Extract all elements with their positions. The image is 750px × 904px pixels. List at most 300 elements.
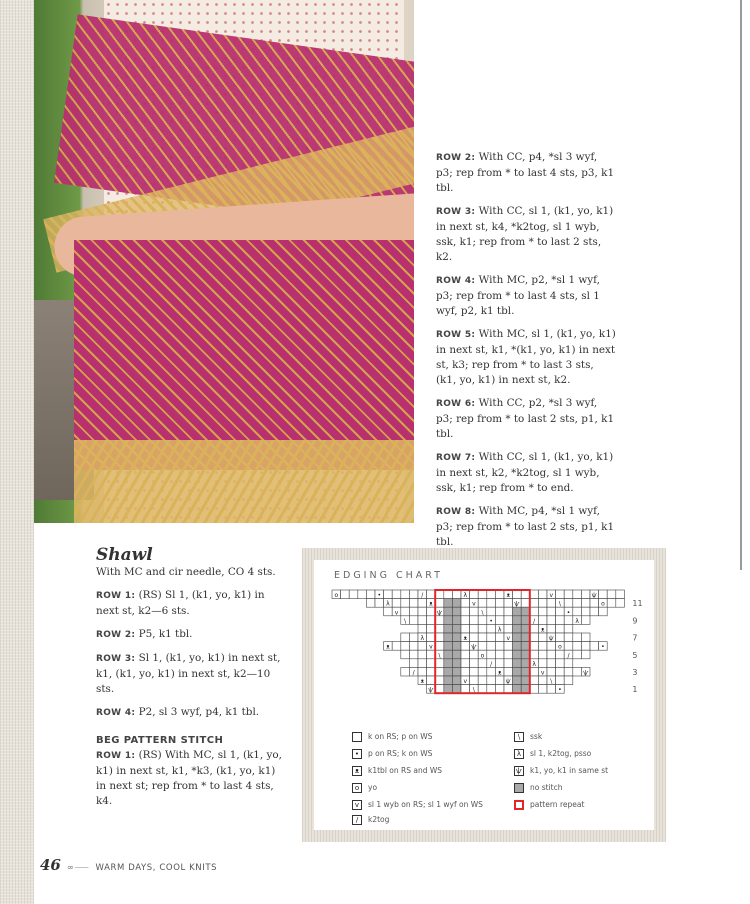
chart-cell: [521, 607, 530, 616]
chart-cell: [452, 685, 461, 694]
chart-cell: [495, 659, 504, 668]
chart-cell: [573, 650, 582, 659]
chart-cell: [564, 667, 573, 676]
chart-cell: [478, 590, 487, 599]
photo-lace-edge-bottom: [74, 440, 414, 523]
chart-symbol: \: [472, 686, 475, 694]
chart-cell: [521, 590, 530, 599]
section-heading: Shawl: [96, 545, 153, 565]
chart-symbol: o: [558, 643, 562, 651]
chart-cell: [538, 590, 547, 599]
chart-cell: [418, 642, 427, 651]
chart-cell: [547, 599, 556, 608]
chart-cell: [487, 590, 496, 599]
chart-cell: [513, 667, 522, 676]
chart-cell: [564, 659, 573, 668]
legend-swatch: ᴥ: [352, 766, 362, 776]
chart-symbol: \: [438, 652, 441, 660]
repeat-swatch: [514, 800, 524, 810]
legend-swatch: ѱ: [515, 767, 523, 775]
instruction-row: ROW 4: With MC, p2, *sl 1 wyf, p3; rep from * to last 4 sts, sl 1 wyf, p2, k1 tbl.: [436, 274, 600, 317]
chart-title: EDGING CHART: [334, 570, 443, 581]
chart-cell: [435, 599, 444, 608]
chart-cell: [401, 650, 410, 659]
chart-cell: [461, 650, 470, 659]
chart-symbol: •: [566, 609, 571, 617]
chart-cell: [366, 590, 375, 599]
instruction-row: ROW 3: Sl 1, (k1, yo, k1) in next st, k1, (k1, yo, k1) in next st, k2—10 sts.: [96, 652, 281, 695]
chart-cell: [435, 633, 444, 642]
chart-symbol: ᴥ: [540, 626, 545, 634]
chart-cell: [401, 607, 410, 616]
instruction-row: ROW 5: With MC, sl 1, (k1, yo, k1) in next st, k1, *(k1, yo, k1) in next st, k3; rep from * to last 3 sts, (k1, yo, k1) in next st, k2.: [436, 328, 616, 386]
chart-cell: [478, 667, 487, 676]
chart-symbol: ѱ: [428, 686, 434, 694]
legend-swatch: /: [352, 815, 362, 825]
chart-cell: [564, 624, 573, 633]
chart-cell: [487, 599, 496, 608]
chart-cell: [556, 659, 565, 668]
chart-cell: [461, 599, 470, 608]
chart-cell: [590, 642, 599, 651]
row-number: 1: [632, 685, 638, 695]
chart-cell: [418, 659, 427, 668]
chart-cell: [401, 667, 410, 676]
chart-cell: [444, 659, 453, 668]
chart-cell: [452, 642, 461, 651]
chart-symbol: ѱ: [548, 635, 554, 643]
chart-symbol: v: [463, 678, 468, 686]
chart-symbol: ѱ: [514, 600, 520, 608]
chart-cell: [470, 624, 479, 633]
chart-cell: [401, 590, 410, 599]
chart-cell: [564, 616, 573, 625]
chart-cell: [547, 642, 556, 651]
chart-symbol: /: [490, 660, 493, 668]
no-stitch-swatch: [514, 783, 524, 793]
chart-cell: [487, 685, 496, 694]
instruction-row: ROW 1: (RS) Sl 1, (k1, yo, k1) in next st, k2—6 sts.: [96, 589, 265, 617]
chart-cell: [504, 599, 513, 608]
chart-symbol: λ: [386, 600, 390, 608]
chart-symbol: v: [394, 609, 399, 617]
edging-chart: EDGING CHART o • / λ ᴥ v ѱ λ ᴥ v ѱ \ o v ѱ \ • \ • / λ λ ᴥ λ ᴥ v ѱ ᴥ v ѱ o • \ o / / λ / ᴥ v ѱ ᴥ v ѱ \ ѱ \ • 11 9 7 5 3 1 k on RS; p on WS • p on RS; k on WS ᴥ k1tbl on RS and WS o yo v sl 1 wyb on RS; sl 1 wyf on WS / k2tog \ ssk λ sl 1, k2tog, psso ѱ k1, yo, k1 in same st no stitch pattern repeat: [314, 560, 654, 830]
chart-cell: [470, 590, 479, 599]
chart-cell: [409, 616, 418, 625]
chart-cell: [444, 624, 453, 633]
chart-cell: [461, 659, 470, 668]
chart-cell: [418, 599, 427, 608]
subheading: BEG PATTERN STITCH: [96, 735, 224, 746]
chart-cell: [538, 659, 547, 668]
right-column-instructions: [436, 150, 616, 596]
chart-cell: [444, 667, 453, 676]
chart-cell: [573, 633, 582, 642]
chart-symbol: v: [506, 635, 511, 643]
chart-cell: [435, 642, 444, 651]
chart-cell: [573, 590, 582, 599]
chart-cell: [581, 616, 590, 625]
chart-cell: [478, 659, 487, 668]
chart-cell: [547, 616, 556, 625]
chart-cell: [538, 599, 547, 608]
chart-cell: [470, 650, 479, 659]
chart-cell: [504, 667, 513, 676]
chart-cell: [556, 667, 565, 676]
chart-cell: [495, 650, 504, 659]
chart-cell: [409, 659, 418, 668]
chart-cell: [581, 607, 590, 616]
chart-cell: [401, 633, 410, 642]
chart-cell: [384, 607, 393, 616]
chart-cell: [521, 659, 530, 668]
chart-cell: [495, 685, 504, 694]
chart-cell: [461, 685, 470, 694]
chart-cell: [599, 607, 608, 616]
chart-cell: [504, 642, 513, 651]
chart-cell: [349, 590, 358, 599]
chart-cell: [573, 607, 582, 616]
chart-cell: [504, 650, 513, 659]
chart-cell: [452, 633, 461, 642]
chart-cell: [444, 642, 453, 651]
page-edge-line: [740, 0, 742, 570]
chart-cell: [487, 642, 496, 651]
chart-cell: [461, 667, 470, 676]
chart-cell: [573, 599, 582, 608]
chart-cell: [547, 624, 556, 633]
chart-cell: [487, 667, 496, 676]
instruction-row: ROW 7: With CC, sl 1, (k1, yo, k1) in next st, k2, *k2tog, sl 1 wyb, ssk, k1; rep from * to end.: [436, 451, 614, 494]
chart-cell: [530, 685, 539, 694]
chart-cell: [478, 616, 487, 625]
chart-cell: [470, 616, 479, 625]
chart-symbol: ᴥ: [429, 600, 433, 608]
chart-cell: [401, 599, 410, 608]
chart-cell: [409, 633, 418, 642]
chart-symbol: ᴥ: [386, 643, 390, 651]
chart-cell: [435, 659, 444, 668]
chart-cell: [581, 633, 590, 642]
chart-cell: [452, 590, 461, 599]
chart-cell: [547, 650, 556, 659]
chart-cell: [495, 642, 504, 651]
chart-cell: [478, 624, 487, 633]
cast-on-text: With MC and cir needle, CO 4 sts.: [96, 566, 276, 578]
linen-border: [0, 0, 34, 904]
legend-swatch: [352, 732, 362, 742]
chart-cell: [435, 667, 444, 676]
chart-cell: [427, 590, 436, 599]
ornament-icon: ∞⸺: [66, 863, 90, 873]
chart-cell: [513, 685, 522, 694]
chart-cell: [521, 667, 530, 676]
chart-cell: [581, 650, 590, 659]
chart-symbol: ѱ: [583, 669, 589, 677]
chart-cell: [375, 599, 384, 608]
chart-cell: [478, 599, 487, 608]
chart-cell: [418, 616, 427, 625]
chart-grid: [314, 560, 654, 720]
chart-cell: [435, 616, 444, 625]
chart-symbol: /: [412, 669, 415, 677]
chart-cell: [444, 685, 453, 694]
chart-cell: [478, 633, 487, 642]
chart-cell: [418, 624, 427, 633]
chart-cell: [452, 650, 461, 659]
chart-cell: [547, 685, 556, 694]
chart-symbol: ѱ: [591, 592, 597, 600]
chart-cell: [487, 676, 496, 685]
chart-cell: [513, 607, 522, 616]
chart-cell: [521, 685, 530, 694]
shawl-photo: [34, 0, 414, 523]
chart-cell: [444, 590, 453, 599]
chart-cell: [461, 624, 470, 633]
instruction-row: ROW 2: With CC, p4, *sl 3 wyf, p3; rep from * to last 4 sts, p3, k1 tbl.: [436, 151, 615, 194]
chart-cell: [409, 599, 418, 608]
chart-cell: [504, 659, 513, 668]
edging-chart-frame: [302, 548, 666, 842]
photo-shawl-bottom: [74, 240, 414, 470]
chart-cell: [538, 633, 547, 642]
chart-symbol: ᴥ: [463, 635, 468, 643]
row-number: 9: [632, 616, 638, 626]
chart-cell: [607, 599, 616, 608]
chart-symbol: /: [533, 617, 536, 625]
chart-cell: [435, 624, 444, 633]
chart-cell: [547, 667, 556, 676]
chart-cell: [521, 624, 530, 633]
chart-cell: [530, 624, 539, 633]
chart-cell: [470, 676, 479, 685]
chart-cell: [452, 599, 461, 608]
chart-cell: [581, 642, 590, 651]
row-number: 5: [632, 650, 638, 660]
instruction-row: ROW 4: P2, sl 3 wyf, p4, k1 tbl.: [96, 706, 260, 718]
chart-cell: [564, 590, 573, 599]
chart-cell: [461, 642, 470, 651]
chart-symbol: ᴥ: [506, 592, 511, 600]
chart-cell: [461, 607, 470, 616]
legend-swatch: •: [352, 749, 362, 759]
chart-cell: [427, 659, 436, 668]
chart-cell: [452, 624, 461, 633]
chart-cell: [427, 676, 436, 685]
chart-symbol: /: [421, 592, 424, 600]
chart-symbol: •: [489, 617, 493, 625]
chart-cell: [581, 599, 590, 608]
chart-cell: [392, 642, 401, 651]
instruction-row: ROW 2: P5, k1 tbl.: [96, 628, 193, 640]
row-number: 11: [632, 599, 643, 609]
chart-cell: [564, 633, 573, 642]
shawl-section: [96, 545, 286, 817]
page-number: 46: [40, 856, 61, 874]
chart-cell: [444, 616, 453, 625]
chart-cell: [495, 676, 504, 685]
chart-cell: [616, 599, 625, 608]
chart-cell: [470, 667, 479, 676]
chart-cell: [444, 676, 453, 685]
chart-cell: [495, 633, 504, 642]
chart-cell: [538, 685, 547, 694]
chart-cell: [478, 642, 487, 651]
chart-cell: [427, 650, 436, 659]
chart-cell: [478, 685, 487, 694]
chart-cell: [581, 590, 590, 599]
chart-symbol: o: [334, 592, 339, 600]
chart-cell: [487, 607, 496, 616]
chart-cell: [461, 616, 470, 625]
chart-cell: [452, 607, 461, 616]
chart-symbol: •: [601, 643, 605, 651]
chart-symbol: •: [558, 686, 562, 694]
chart-cell: [470, 607, 479, 616]
chart-cell: [547, 607, 556, 616]
chart-cell: [521, 642, 530, 651]
chart-cell: [366, 599, 375, 608]
chart-cell: [521, 650, 530, 659]
chart-cell: [452, 676, 461, 685]
chart-cell: [573, 642, 582, 651]
chart-cell: [521, 616, 530, 625]
chart-cell: [616, 590, 625, 599]
chart-cell: [530, 633, 539, 642]
chart-cell: [521, 676, 530, 685]
chart-cell: [530, 676, 539, 685]
chart-symbol: o: [480, 652, 485, 660]
chart-cell: [435, 676, 444, 685]
chart-symbol: λ: [463, 592, 468, 600]
chart-cell: [538, 607, 547, 616]
chart-cell: [401, 642, 410, 651]
chart-cell: [384, 590, 393, 599]
chart-cell: [530, 599, 539, 608]
chart-cell: [573, 667, 582, 676]
chart-cell: [513, 633, 522, 642]
chart-symbol: ѱ: [471, 643, 477, 651]
chart-cell: [547, 659, 556, 668]
instruction-row: ROW 3: With CC, sl 1, (k1, yo, k1) in next st, k4, *k2tog, sl 1 wyb, ssk, k1; rep from * to last 2 sts, k2.: [436, 205, 614, 263]
chart-cell: [513, 624, 522, 633]
chart-cell: [487, 624, 496, 633]
chart-cell: [538, 616, 547, 625]
chart-cell: [495, 616, 504, 625]
chart-cell: [504, 607, 513, 616]
chart-symbol: v: [549, 592, 554, 600]
chart-symbol: o: [601, 600, 605, 608]
chart-cell: [452, 667, 461, 676]
row-number: 7: [632, 633, 638, 643]
chart-cell: [392, 599, 401, 608]
chart-symbol: v: [429, 643, 433, 651]
chart-cell: [427, 616, 436, 625]
chart-cell: [435, 590, 444, 599]
chart-cell: [556, 624, 565, 633]
chart-cell: [470, 659, 479, 668]
chart-cell: [418, 607, 427, 616]
chart-cell: [444, 607, 453, 616]
chart-cell: [513, 676, 522, 685]
chart-cell: [538, 642, 547, 651]
chart-cell: [427, 633, 436, 642]
chart-symbol: v: [540, 669, 545, 677]
chart-cell: [504, 685, 513, 694]
chart-cell: [513, 642, 522, 651]
chart-symbol: \: [558, 600, 561, 608]
chart-cell: [358, 590, 367, 599]
chart-cell: [495, 590, 504, 599]
chart-cell: [495, 607, 504, 616]
page-footer: [40, 856, 217, 874]
chart-cell: [427, 607, 436, 616]
chart-cell: [487, 633, 496, 642]
chart-cell: [564, 642, 573, 651]
chart-cell: [427, 667, 436, 676]
chart-symbol: •: [377, 592, 382, 600]
chart-cell: [495, 599, 504, 608]
chart-cell: [341, 590, 350, 599]
chart-cell: [556, 633, 565, 642]
chart-cell: [487, 650, 496, 659]
chart-symbol: λ: [497, 626, 502, 634]
chart-cell: [530, 642, 539, 651]
chart-cell: [556, 676, 565, 685]
chart-cell: [521, 633, 530, 642]
chart-cell: [521, 599, 530, 608]
chart-symbol: v: [472, 600, 476, 608]
chart-cell: [444, 633, 453, 642]
chart-cell: [470, 633, 479, 642]
chart-cell: [409, 650, 418, 659]
chart-cell: [556, 590, 565, 599]
chart-cell: [590, 607, 599, 616]
book-title: WARM DAYS, COOL KNITS: [95, 863, 218, 873]
chart-cell: [513, 616, 522, 625]
chart-cell: [444, 599, 453, 608]
chart-cell: [435, 685, 444, 694]
chart-cell: [392, 590, 401, 599]
chart-cell: [564, 599, 573, 608]
chart-cell: [504, 624, 513, 633]
chart-cell: [444, 650, 453, 659]
chart-symbol: \: [404, 617, 407, 625]
chart-cell: [556, 650, 565, 659]
instruction-row: ROW 1: (RS) With MC, sl 1, (k1, yo, k1) in next st, k1, *k3, (k1, yo, k1) in next st; rep from * to last 4 sts, k4.: [96, 749, 282, 807]
legend-swatch: λ: [514, 749, 524, 759]
chart-cell: [590, 599, 599, 608]
chart-symbol: ѱ: [436, 609, 443, 617]
chart-cell: [538, 650, 547, 659]
chart-cell: [452, 659, 461, 668]
chart-symbol: \: [481, 609, 484, 617]
chart-cell: [513, 650, 522, 659]
chart-cell: [418, 667, 427, 676]
chart-cell: [418, 650, 427, 659]
chart-symbol: λ: [532, 660, 536, 668]
chart-cell: [530, 607, 539, 616]
chart-symbol: \: [550, 678, 553, 686]
instruction-row: ROW 8: With MC, p4, *sl 1 wyf, p3; rep from * to last 2 sts, p1, k1 tbl.: [436, 505, 615, 548]
chart-cell: [504, 616, 513, 625]
chart-cell: [409, 590, 418, 599]
chart-cell: [478, 676, 487, 685]
chart-cell: [513, 590, 522, 599]
chart-cell: [538, 676, 547, 685]
chart-cell: [556, 607, 565, 616]
legend-swatch: v: [352, 800, 362, 810]
